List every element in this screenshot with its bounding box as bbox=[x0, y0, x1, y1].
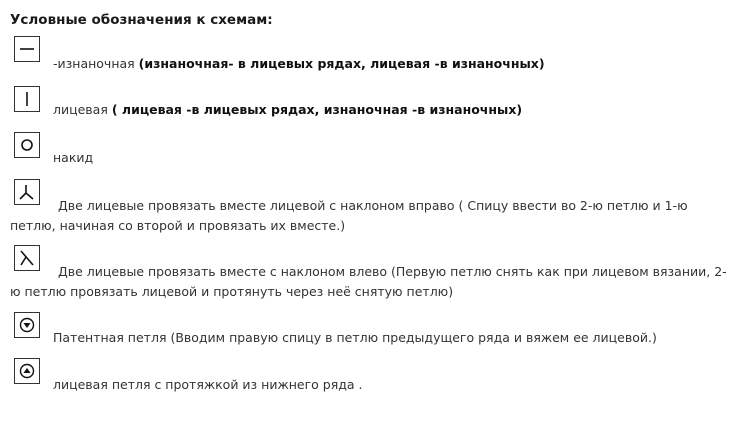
legend-title: Условные обозначения к схемам: bbox=[10, 12, 273, 28]
legend-text-k2tog-right: Две лицевые провязать вместе лицевой с наклоном вправо ( Спицу ввести во 2-ю петлю и 1-ю bbox=[58, 198, 688, 213]
legend-text-k2tog-left-cont: ю петлю провязать лицевой и протянуть через неё снятую петлю) bbox=[10, 284, 454, 299]
legend-text-k2tog-right-cont: петлю, начиная со второй и провязать их вместе.) bbox=[10, 218, 346, 233]
vertical-bar-icon bbox=[14, 86, 40, 112]
legend-text-purl bbox=[53, 54, 545, 74]
legend-text-k2tog-left: Две лицевые провязать вместе с наклоном влево (Первую петлю снять как при лицевом вязании, 2- bbox=[58, 264, 727, 279]
circle-up-arrow-icon bbox=[14, 358, 40, 384]
legend-text-patent: Патентная петля (Вводим правую спицу в петлю предыдущего ряда и вяжем ее лицевой.) bbox=[53, 330, 657, 345]
right-slant-decrease-icon bbox=[14, 179, 40, 205]
horizontal-dash-icon bbox=[14, 36, 40, 62]
legend-text-yarnover: накид bbox=[53, 150, 94, 165]
legend-note: ( лицевая -в лицевых рядах, изнаночная -в изнаночных) bbox=[111, 102, 523, 117]
legend-label: -изнаночная bbox=[53, 56, 139, 71]
legend-note: (изнаночная- в лицевых рядах, лицевая -в изнаночных) bbox=[138, 56, 545, 71]
circle-down-arrow-icon bbox=[14, 312, 40, 338]
legend-text-pulled: лицевая петля с протяжкой из нижнего ряда . bbox=[53, 377, 363, 392]
left-slant-decrease-icon bbox=[14, 245, 40, 271]
circle-icon bbox=[14, 132, 40, 158]
legend-text-knit bbox=[53, 100, 522, 120]
legend-label: лицевая bbox=[53, 102, 112, 117]
